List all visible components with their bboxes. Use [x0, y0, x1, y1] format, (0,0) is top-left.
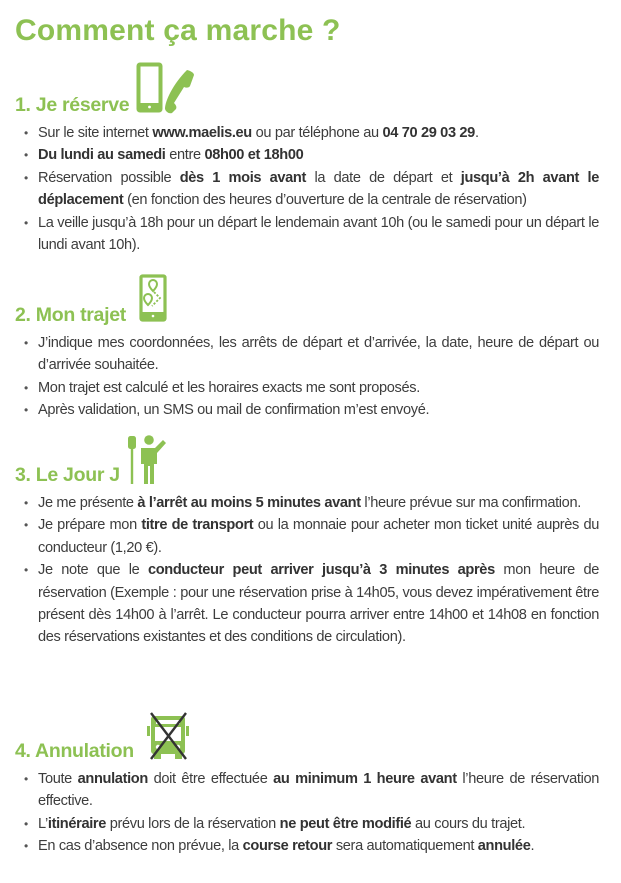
- section-header: [0, 702, 621, 762]
- text-segment: Réservation possible: [38, 169, 180, 186]
- list-item: [0, 377, 621, 399]
- smartphone-and-phone-handset-icon: [136, 62, 198, 114]
- list-item: [0, 332, 621, 377]
- list-item: [0, 122, 621, 144]
- emphasis-text: course retour: [242, 838, 333, 855]
- emphasis-text: ne peut être modifié: [279, 815, 412, 832]
- bullet-list: [0, 332, 621, 422]
- text-segment: Après validation, un SMS ou mail de confirmation m’est envoyé.: [38, 402, 430, 419]
- text-segment: au cours du trajet.: [411, 815, 526, 832]
- bullet-list: [0, 492, 621, 649]
- list-item: [0, 492, 621, 514]
- list-item: [0, 167, 621, 212]
- emphasis-text: annulée: [477, 838, 531, 855]
- text-segment: (en fonction des heures d’ouverture de la centrale de réservation): [123, 192, 527, 209]
- text-segment: Toute: [38, 771, 78, 787]
- list-item: [0, 144, 621, 166]
- section-header: [0, 56, 621, 116]
- text-segment: sera automatiquement: [332, 838, 478, 855]
- smartphone-route-map-icon: [139, 274, 167, 322]
- emphasis-text: au minimum 1 heure avant: [273, 771, 457, 787]
- text-segment: .: [530, 838, 535, 855]
- text-segment: Je note que le: [38, 562, 148, 579]
- text-segment: Je prépare mon: [38, 517, 142, 534]
- section-header: [0, 266, 621, 326]
- emphasis-text: Du lundi au samedi: [38, 147, 166, 164]
- text-segment: mon heure de réservation (Exemple : pour une réservation prise à 14h05, vous devez impérativement être présent dès 14h00 à l’arrêt. Le conducteur pourra arriver entre 14h00 et 14h08 en fonction des réservations existantes et des conditions de circulation).: [38, 562, 600, 646]
- list-item: [0, 835, 621, 857]
- text-segment: doit être effectuée: [147, 771, 274, 787]
- list-item: [0, 212, 621, 257]
- text-segment: J’indique mes coordonnées, les arrêts de départ et d’arrivée, la date, heure de départ ou d’arrivée souhaitée.: [38, 335, 599, 374]
- section-mon-trajet: [0, 266, 621, 422]
- section-title: 4. Annulation: [15, 740, 134, 762]
- text-segment: l’heure de réservation effective.: [38, 771, 600, 810]
- section-header: [0, 426, 621, 486]
- emphasis-text: itinéraire: [47, 815, 107, 832]
- section-le-jour-j: [0, 426, 621, 649]
- emphasis-text: dès 1 mois avant: [179, 169, 307, 186]
- emphasis-text: 04 70 29 03 29: [382, 125, 475, 141]
- page-title: Comment ça marche ?: [15, 14, 341, 47]
- section-annulation: [0, 702, 621, 858]
- text-segment: La veille jusqu’à 18h pour un départ le lendemain avant 10h (ou le samedi pour un départ le lundi avant 10h).: [38, 214, 599, 254]
- emphasis-text: annulation: [77, 771, 148, 787]
- section-je-reserve: [0, 56, 621, 256]
- text-segment: entre: [165, 147, 205, 164]
- list-item: [0, 399, 621, 421]
- text-segment: .: [474, 125, 479, 141]
- emphasis-text: conducteur peut arriver jusqu’à 3 minutes après: [147, 562, 495, 579]
- list-item: [0, 559, 621, 649]
- list-item: [0, 813, 621, 835]
- text-segment: En cas d’absence non prévue, la: [38, 838, 243, 855]
- text-segment: Sur le site internet: [38, 125, 153, 141]
- list-item: [0, 768, 621, 813]
- emphasis-text: www.maelis.eu: [152, 125, 252, 141]
- text-segment: ou par téléphone au: [251, 125, 383, 141]
- list-item: [0, 514, 621, 559]
- section-title: 1. Je réserve: [15, 94, 130, 116]
- text-segment: la date de départ et: [306, 169, 461, 186]
- text-segment: L’: [38, 815, 48, 832]
- emphasis-text: titre de transport: [141, 517, 254, 534]
- section-title: 3. Le Jour J: [15, 464, 120, 486]
- emphasis-text: à l’arrêt au moins 5 minutes avant: [137, 495, 361, 511]
- text-segment: prévu lors de la réservation: [106, 815, 280, 832]
- text-segment: Je me présente: [38, 495, 138, 511]
- text-segment: l’heure prévue sur ma confirmation.: [360, 495, 581, 511]
- emphasis-text: 08h00 et 18h00: [204, 147, 304, 164]
- bullet-list: [0, 122, 621, 256]
- emphasis-text: jusqu’à 2h avant le déplacement: [38, 169, 599, 209]
- person-at-bus-stop-icon: [127, 434, 167, 486]
- bullet-list: [0, 768, 621, 858]
- text-segment: Mon trajet est calculé et les horaires exacts me sont proposés.: [38, 379, 420, 396]
- cancelled-bus-icon: [147, 712, 189, 760]
- text-segment: ou la monnaie pour acheter mon ticket unité auprès du conducteur (1,20 €).: [38, 517, 599, 556]
- section-title: 2. Mon trajet: [15, 304, 126, 326]
